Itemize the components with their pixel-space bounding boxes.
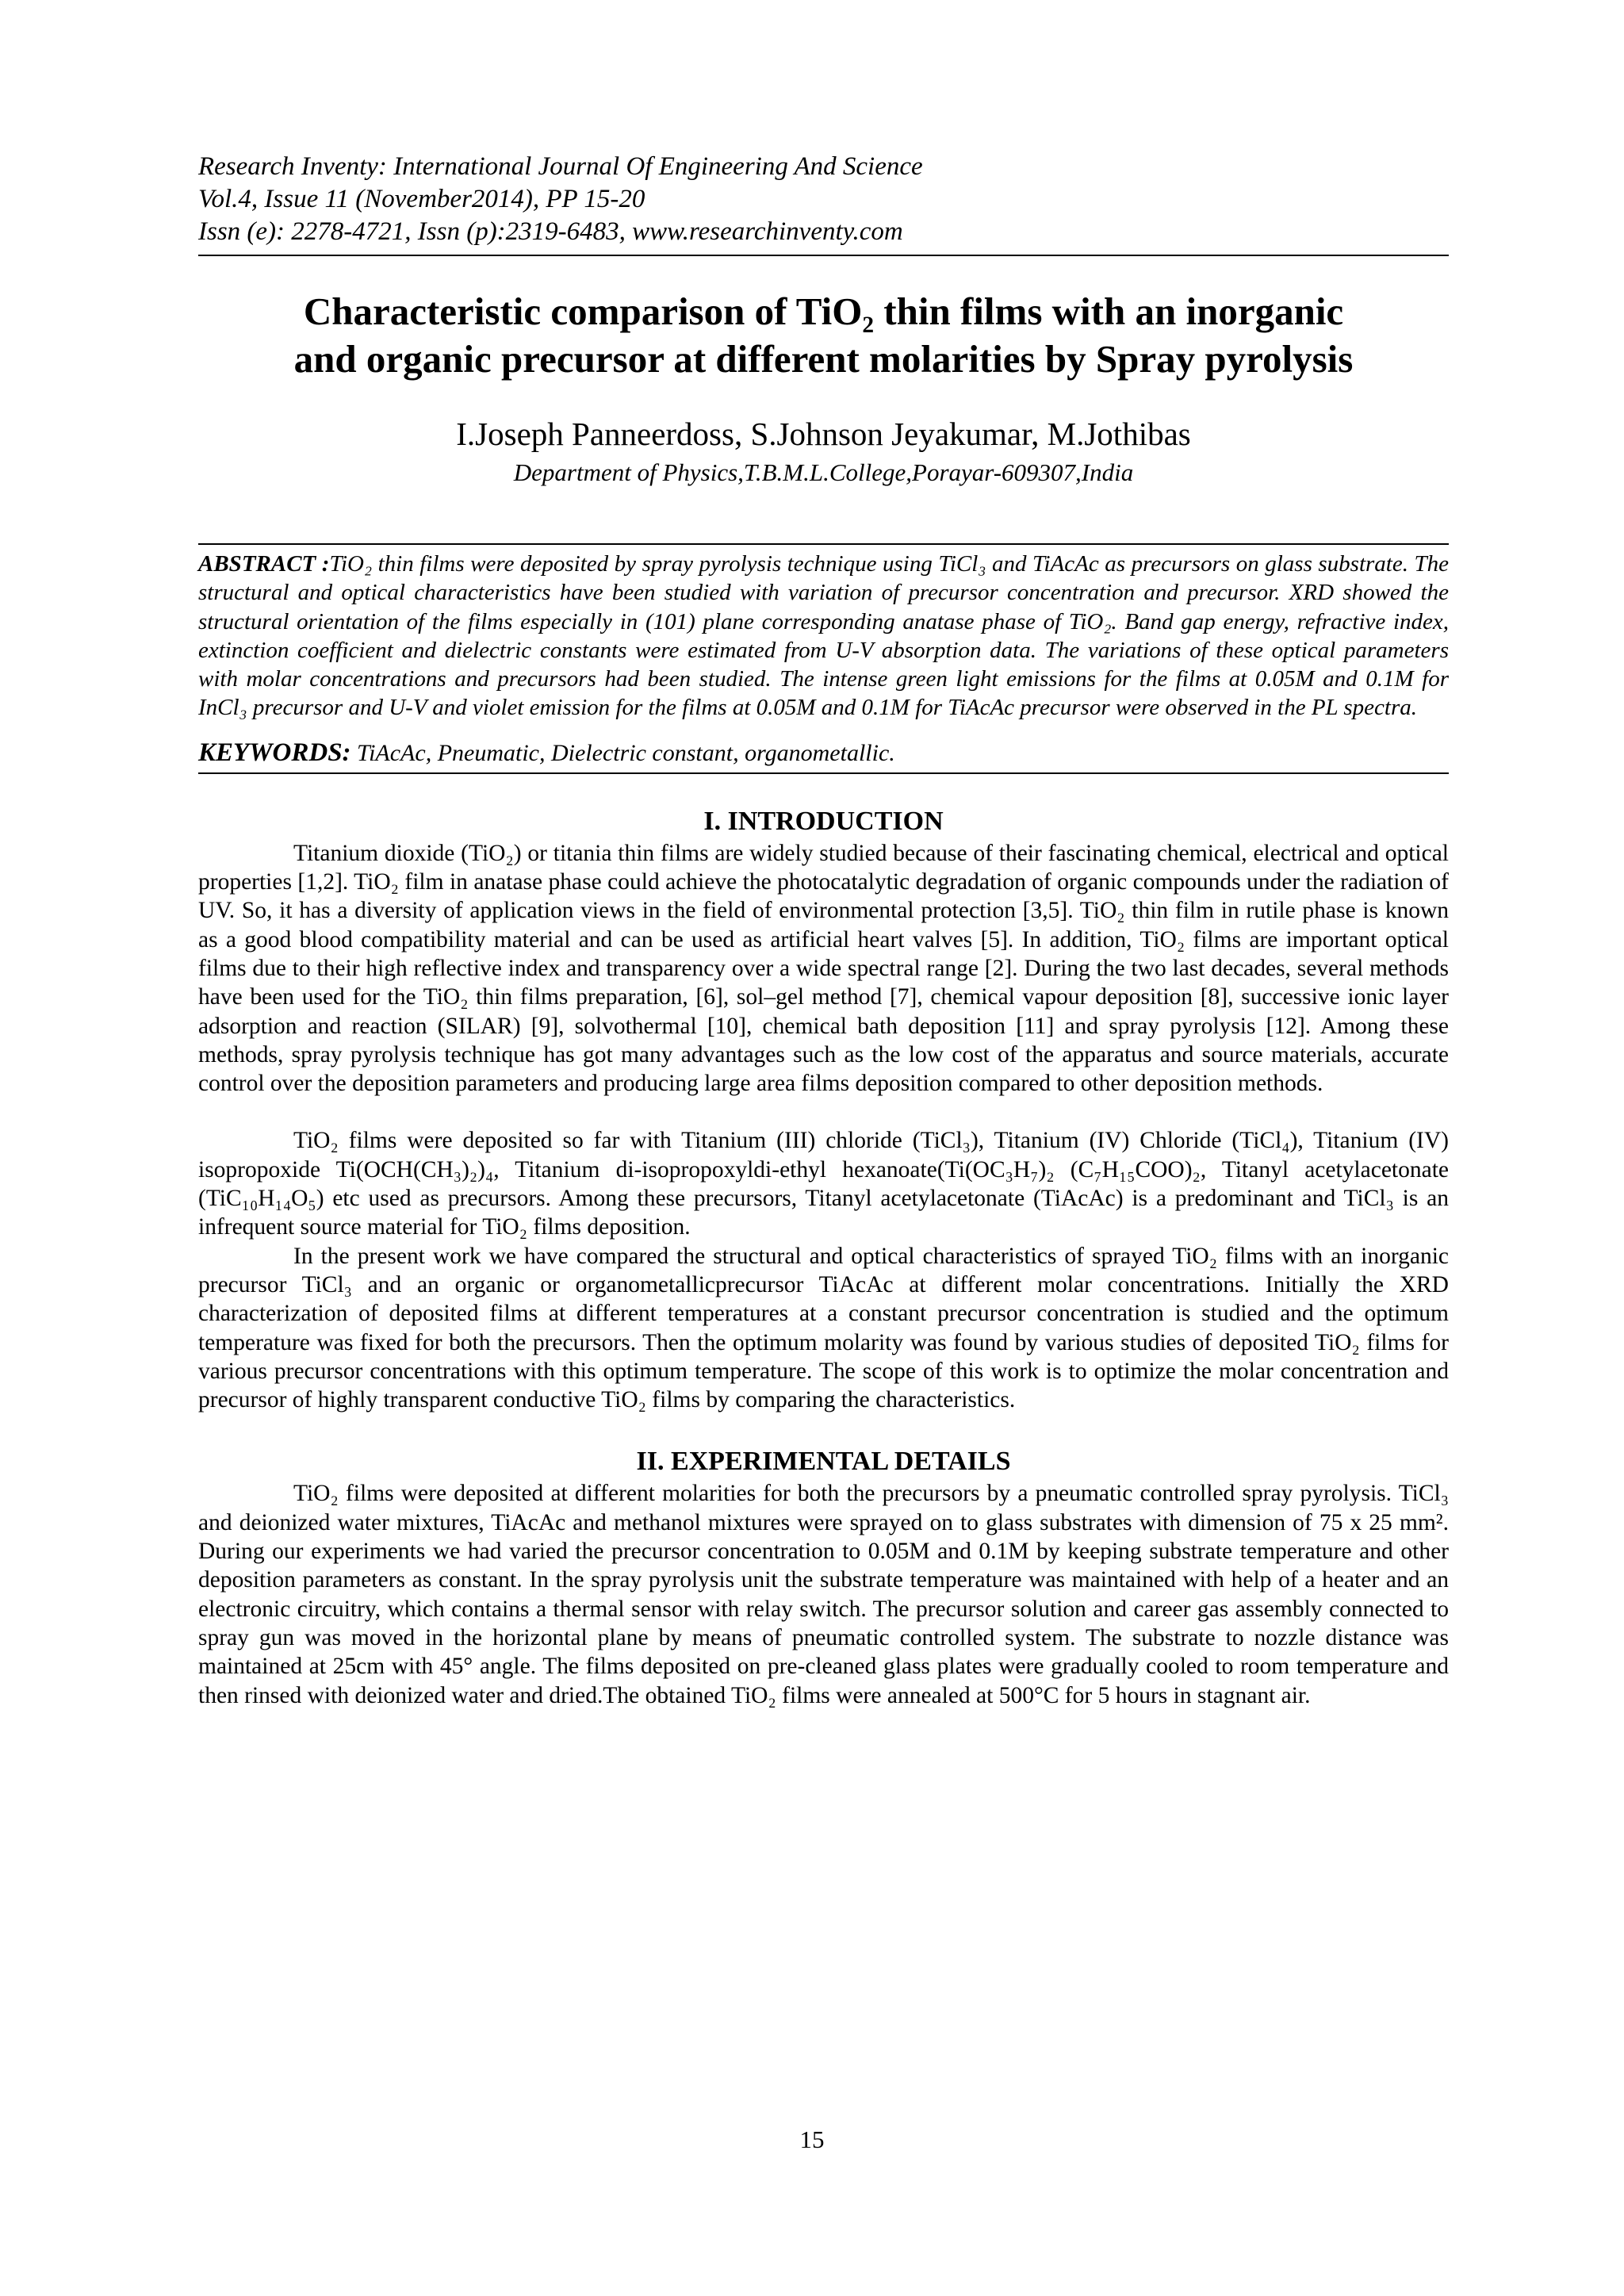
abstract-text: TiO₂ thin films were deposited by spray pyrolysis technique using TiCl₃ and TiAcAc as precursors on glass substrate. The structural and optical characteristics have been studied with variation of precursor concentration and precursor. XRD showed the structural orientation of the films especially in (101) plane corresponding anatase phase of TiO₂. Band gap energy, refractive index, extinction coefficient and dielectric constants were estimated from U-V absorption data. The variations of these optical parameters with molar concentrations and precursors had been studied. The intense green light emissions for the films at 0.05M and 0.1M for InCl₃ precursor and U-V and violet emission for the films at 0.05M and 0.1M for TiAcAc precursor were observed in the PL spectra. (198, 551, 1450, 721)
keywords-label: KEYWORDS: (198, 738, 351, 767)
keywords-text: TiAcAc, Pneumatic, Dielectric constant, organometallic. (357, 739, 895, 766)
journal-header (198, 151, 1449, 248)
abstract (198, 550, 1449, 723)
journal-volume: Vol.4, Issue 11 (November2014), PP 15-20 (198, 185, 645, 213)
journal-name: Research Inventy: International Journal Of Engineering And Science (198, 152, 923, 181)
paper-title (198, 288, 1449, 383)
header-rule (198, 255, 1449, 256)
abstract-rule (198, 543, 1449, 545)
journal-issn: Issn (e): 2278-4721, Issn (p):2319-6483, www.researchinventy.com (198, 217, 903, 246)
section-heading-experimental: II. EXPERIMENTAL DETAILS (636, 1447, 1011, 1477)
intro-paragraph-3: In the present work we have compared the structural and optical characteristics of sprayed TiO₂ films with an inorganic precursor TiCl₃ and an organic or organometallicprecursor TiAcAc at different molar concentrations. Initially the XRD characterization of deposited films at different temperatures at a constant precursor concentration is studied and the optimum temperature was fixed for both the precursors. Then the optimum molarity was found by various studies of deposited TiO₂ films for various precursor concentrations with this optimum temperature. The scope of this work is to optimize the molar concentration and precursor of highly transparent conductive TiO₂ films by comparing the characteristics. (198, 1243, 1449, 1413)
intro-paragraph-2: TiO₂ films were deposited so far with Titanium (III) chloride (TiCl₃), Titanium (IV) Chloride (TiCl₄), Titanium (IV) isopropoxide Ti(OCH(CH₃)₂)₄, Titanium di-isopropoxyldi-ethyl hexanoate(Ti(OC₃H₇)₂ (C₇H₁₅COO)₂, Titanyl acetylacetonate (TiC₁₀H₁₄O₅) etc used as precursors. Among these precursors, Titanyl acetylacetonate (TiAcAc) is a predominant and TiCl₃ is an infrequent source material for TiO₂ films deposition. (198, 1128, 1449, 1240)
abstract-label: ABSTRACT : (198, 551, 330, 577)
title-line-2: and organic precursor at different molarities by Spray pyrolysis (293, 337, 1354, 381)
intro-paragraph-1: Titanium dioxide (TiO₂) or titania thin films are widely studied because of their fascinating chemical, electrical and optical properties [1,2]. TiO₂ film in anatase phase could achieve the photocatalytic degradation of organic compounds under the radiation of UV. So, it has a diversity of application views in the field of environmental protection [3,5]. TiO₂ thin film in rutile phase is known as a good blood compatibility material and can be used as artificial heart valves [5]. In addition, TiO₂ films are important optical films due to their high reflective index and transparency over a wide spectral range [2]. During the two last decades, several methods have been used for the TiO₂ thin films preparation, [6], sol–gel method [7], chemical vapour deposition [8], successive ionic layer adsorption and reaction (SILAR) [9], solvothermal [10], chemical bath deposition [11] and spray pyrolysis [12]. Among these methods, spray pyrolysis technique has got many advantages such as the low cost of the apparatus and source materials, accurate control over the deposition parameters and producing large area films deposition compared to other deposition methods. (198, 840, 1449, 1097)
experimental-paragraph-1: TiO₂ films were deposited at different molarities for both the precursors by a pneumatic controlled spray pyrolysis. TiCl₃ and deionized water mixtures, TiAcAc and methanol mixtures were sprayed on to glass substrates with dimension of 75 x 25 mm². During our experiments we had varied the precursor concentration to 0.05M and 0.1M by keeping substrate temperature and other deposition parameters as constant. In the spray pyrolysis unit the substrate temperature was maintained with help of a heater and an electronic circuitry, which contains a thermal sensor with relay switch. The precursor solution and career gas assembly connected to spray gun was moved in the horizontal plane by means of pneumatic controlled system. The substrate to nozzle distance was maintained at 25cm with 45° angle. The films deposited on pre-cleaned glass plates were gradually cooled to room temperature and then rinsed with deionized water and dried.The obtained TiO₂ films were annealed at 500°C for 5 hours in stagnant air. (198, 1481, 1449, 1708)
keywords-rule (198, 772, 1449, 774)
keywords (198, 738, 1449, 768)
page-number: 15 (799, 2125, 825, 2153)
section-heading-introduction: I. INTRODUCTION (703, 806, 944, 836)
paper-page (198, 151, 1449, 1710)
affiliation: Department of Physics,T.B.M.L.College,Porayar-609307,India (513, 458, 1134, 486)
authors: I.Joseph Panneerdoss, S.Johnson Jeyakumar, M.Jothibas (456, 416, 1191, 452)
title-line-1: Characteristic comparison of TiO₂ thin films with an inorganic (303, 289, 1344, 333)
